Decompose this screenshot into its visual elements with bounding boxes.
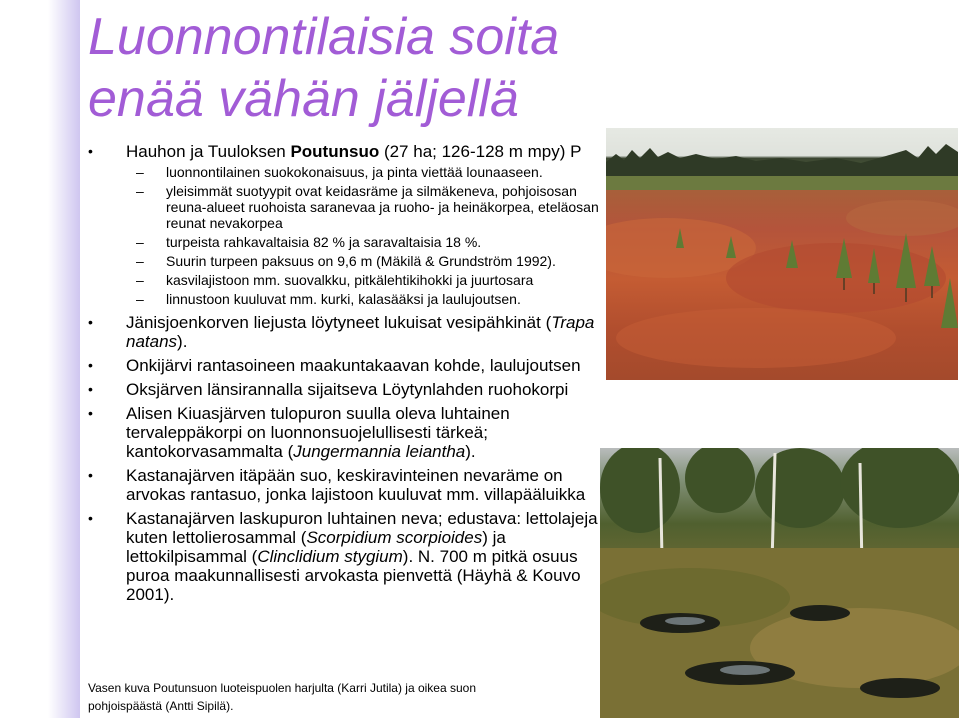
decorative-stripe [0, 0, 80, 718]
bullet-list [88, 142, 608, 604]
bullet-poutunsuo: • Hauhon ja Tuuloksen Poutunsuo (27 ha; 126-128 m mpy) P [88, 142, 582, 161]
sub-bullet: – yleisimmät suotyypit ovat keidasräme ja silmäkeneva, pohjoisosan reuna-alueet ruohoista saranevaa ja ruoho- ja heinäkorpea, eteläosan reunat nevakorpea [136, 183, 599, 231]
bullet-janisjoenkorpi: • Jänisjoenkorven liejusta löytyneet lukuisat vesipähkinät (Trapa natans). [88, 313, 595, 351]
sub-bullet: – Suurin turpeen paksuus on 9,6 m (Mäkilä & Grundström 1992). [136, 253, 556, 269]
bullet-onkijarvi: • Onkijärvi rantasoineen maakuntakaavan kohde, laulujoutsen [88, 356, 581, 375]
sub-bullet: – turpeista rahkavaltaisia 82 % ja saravaltaisia 18 %. [136, 234, 482, 250]
bullet-kiuasjarvi: • Alisen Kiuasjärven tulopuron suulla oleva luhtainen tervaleppäkorpi on luonnonsuojelullisesti tärkeä; kantokorvasammalta (Jungermannia leiantha). [88, 404, 510, 461]
fen-pools-photo [600, 448, 959, 718]
slide-title [88, 6, 728, 130]
bullet-oksjarvi: • Oksjärven länsirannalla sijaitseva Löytynlahden ruohokorpi [88, 380, 569, 399]
poutunsuo-bold: Poutunsuo [290, 142, 380, 161]
photo-caption: Vasen kuva Poutunsuon luoteispuolen harjulta (Karri Jutila) ja oikea suon pohjoispäästä (Antti Sipilä). [88, 681, 477, 713]
title-line-1: Luonnontilaisia soita [88, 8, 560, 66]
sub-bullet: – luonnontilainen suokokonaisuus, ja pinta viettää lounaaseen. [136, 164, 543, 180]
sub-bullet: – linnustoon kuuluvat mm. kurki, kalasääksi ja laulujoutsen. [136, 291, 521, 307]
title-line-2: enää vähän jäljellä [88, 70, 519, 128]
bullet-kastanajarvi-laskupuro: • Kastanajärven laskupuron luhtainen neva; edustava: lettolajeja kuten lettolierosammal (Scorpidium scorpioides) ja lettokilpisammal (Clinclidium stygium). N. 700 m pitkä osuus puroa maakunnallisesti arvokasta pienvettä (Häyhä & Kouvo 2001). [88, 509, 598, 604]
bog-landscape-photo [606, 128, 958, 380]
bullet-kastanajarvi-ita: • Kastanajärven itäpään suo, keskiravinteinen nevaräme on arvokas rantasuo, jonka lajistoon kuuluvat mm. villapääluikka [88, 466, 586, 504]
sub-bullet: – kasvilajistoon mm. suovalkku, pitkälehtikihokki ja juurtosara [136, 272, 534, 288]
